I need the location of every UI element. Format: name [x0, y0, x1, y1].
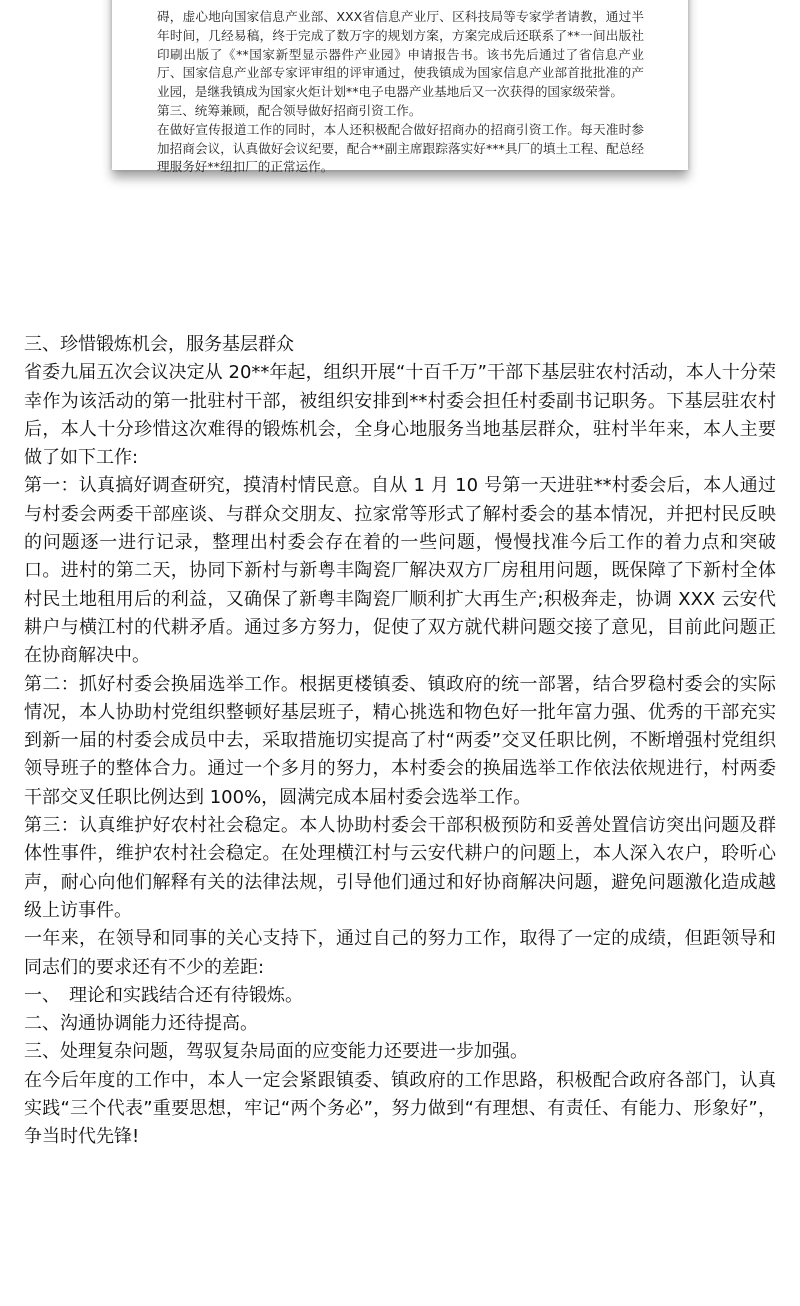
paragraph: 一年来，在领导和同事的关心支持下，通过自己的努力工作，取得了一定的成绩，但距领导和同志们的要求还有不少的差距: — [24, 928, 776, 978]
list-item: 二、沟通协调能力还待提高。 — [24, 1013, 258, 1035]
paragraph: 省委九届五次会议决定从 20**年起，组织开展“十百千万”干部下基层驻农村活动，本人十分荣幸作为该活动的第一批驻村干部，被组织安排到**村委会担任村委副书记职务。下基层驻农村后，本人十分珍惜这次难得的锻炼机会，全身心地服务当地基层群众，驻村半年来，本人主要做了如下工作: — [24, 362, 776, 469]
list-item: 三、处理复杂问题，驾驭复杂局面的应变能力还要进一步加强。 — [24, 1041, 528, 1063]
document-body — [24, 331, 776, 1152]
preview-card-text — [157, 8, 644, 177]
preview-paragraph: 第三、统筹兼顾，配合领导做好招商引资工作。 — [157, 102, 422, 118]
section-heading: 三、珍惜锻炼机会，服务基层群众 — [24, 334, 294, 355]
paragraph: 在今后年度的工作中，本人一定会紧跟镇委、镇政府的工作思路，积极配合政府各部门，认真实践“三个代表”重要思想，牢记“两个务必”，努力做到“有理想、有责任、有能力、形象好”，争当时代先锋! — [24, 1069, 776, 1148]
preview-paragraph: 碍，虚心地向国家信息产业部、XXX省信息产业厅、区科技局等专家学者请教，通过半年时间，几经易稿，终于完成了数万字的规划方案，方案完成后还联系了**一间出版社印刷出版了《**国家新型显示器件产业园》申请报告书。该书先后通过了省信息产业厅、国家信息产业部专家评审组的评审通过，使我镇成为国家信息产业部首批批准的产业园，是继我镇成为国家火炬计划**电子电器产业基地后又一次获得的国家级荣誉。 — [157, 9, 644, 100]
paragraph: 第三：认真维护好农村社会稳定。本人协助村委会干部积极预防和妥善处置信访突出问题及群体性事件，维护农村社会稳定。在处理横江村与云安代耕户的问题上，本人深入农户，聆听心声，耐心向他们解释有关的法律法规，引导他们通过和好协商解决问题，避免问题激化造成越级上访事件。 — [24, 815, 776, 921]
document-preview-card — [112, 0, 688, 175]
paragraph: 第一：认真搞好调查研究，摸清村情民意。自从 1 月 10 号第一天进驻**村委会后，本人通过与村委会两委干部座谈、与群众交朋友、拉家常等形式了解村委会的基本情况，并把村民反映的问题逐一进行记录，整理出村委会存在着的一些问题，慢慢找准今后工作的着力点和突破口。进村的第二天，协同下新村与新粤丰陶瓷厂解决双方厂房租用问题，既保障了下新村全体村民土地租用后的利益，又确保了新粤丰陶瓷厂顺利扩大再生产;积极奔走，协调 XXX 云安代耕户与横江村的代耕矛盾。通过多方努力，促使了双方就代耕问题交接了意见，目前此问题正在协商解决中。 — [24, 475, 776, 667]
list-item: 一、 理论和实践结合还有待锻炼。 — [24, 984, 303, 1006]
preview-paragraph: 在做好宣传报道工作的同时，本人还积极配合做好招商办的招商引资工作。每天准时参加招商会议，认真做好会议纪要，配合**副主席跟踪落实好***具厂的填土工程、配总经理服务好**纽扣厂的正常运作。 — [157, 121, 644, 175]
paragraph: 第二：抓好村委会换届选举工作。根据更楼镇委、镇政府的统一部署，结合罗稳村委会的实际情况，本人协助村党组织整顿好基层班子，精心挑选和物色好一批年富力强、优秀的干部充实到新一届的村委会成员中去，采取措施切实提高了村“两委”交叉任职比例，不断增强村党组织领导班子的整体合力。通过一个多月的努力，本村委会的换届选举工作依法依规进行，村两委干部交叉任职比例达到 100%，圆满完成本届村委会选举工作。 — [24, 673, 776, 808]
